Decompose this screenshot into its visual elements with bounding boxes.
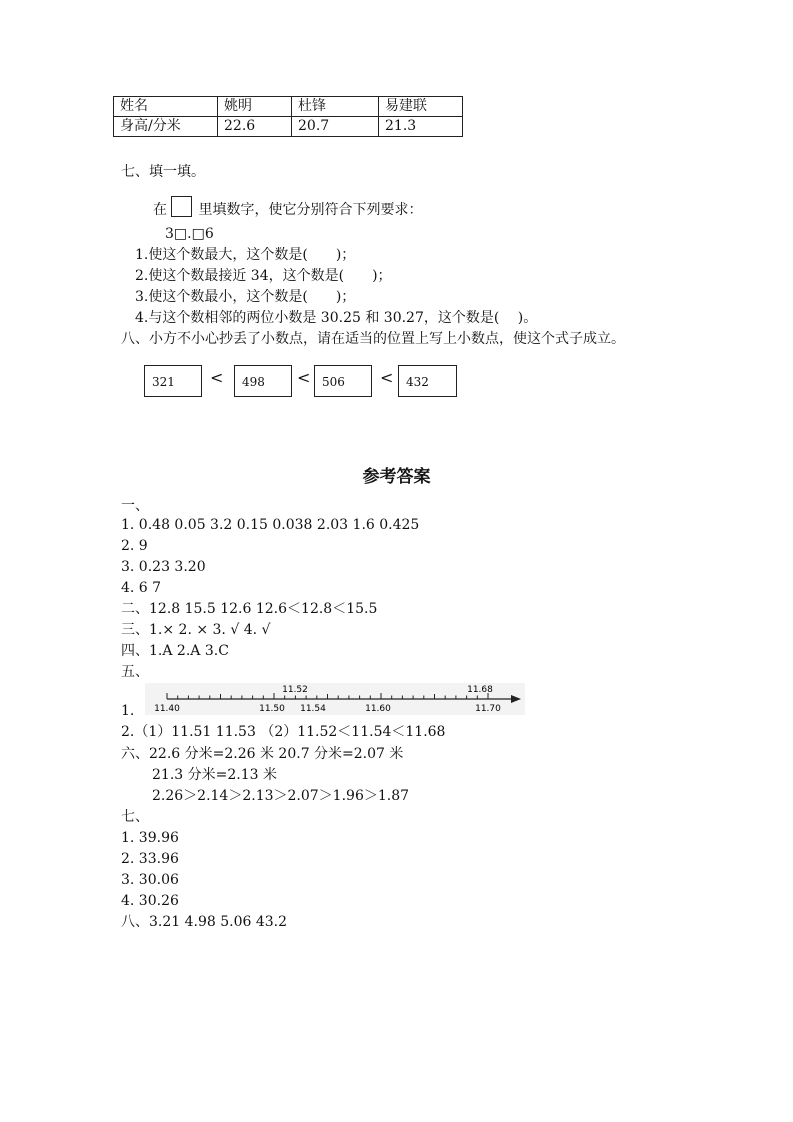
- section-7-instruction: [153, 196, 422, 220]
- answer-line: 2. 9: [121, 538, 148, 554]
- section-7-title: 七、填一填。: [121, 164, 205, 180]
- table-row: [114, 117, 463, 137]
- answer-line: 1. 0.48 0.05 3.2 0.15 0.038 2.03 1.6 0.425: [121, 517, 420, 533]
- instruction-prefix: 在: [153, 202, 167, 218]
- height-table: [113, 96, 463, 137]
- less-than-sign: <: [297, 368, 311, 387]
- tick-label: 11.60: [365, 704, 391, 714]
- answer-line: 2.（1）11.51 11.53 （2）11.52＜11.54＜11.68: [121, 724, 446, 740]
- number-box: 321: [144, 365, 202, 397]
- table-cell: 22.6: [218, 117, 292, 137]
- table-cell: 姓名: [114, 97, 218, 117]
- question-4: 4.与这个数相邻的两位小数是 30.25 和 30.27，这个数是( )。: [135, 310, 538, 326]
- question-1: 1.使这个数最大，这个数是( )；: [135, 247, 356, 263]
- answer-line: 3. 0.23 3.20: [121, 559, 206, 575]
- table-cell: 易建联: [379, 97, 463, 117]
- question-2: 2.使这个数最接近 34，这个数是( )；: [135, 268, 392, 284]
- answer-section-5: 五、: [121, 664, 149, 680]
- number-box: 506: [314, 365, 372, 397]
- answers-title: 参考答案: [362, 467, 431, 487]
- answer-section-3: 三、1.× 2. × 3. √ 4. √: [121, 622, 271, 638]
- blank-square-icon: [171, 196, 192, 217]
- answer-section-1: 一、: [121, 498, 149, 514]
- instruction-suffix: 里填数字，使它分别符合下列要求：: [198, 202, 423, 218]
- table-cell: 身高/分米: [114, 117, 218, 137]
- answer-line: 4. 6 7: [121, 580, 162, 596]
- answer-line: 2. 33.96: [121, 851, 179, 867]
- tick-label: 11.70: [475, 704, 501, 714]
- tick-label: 11.40: [154, 704, 180, 714]
- less-than-sign: <: [380, 368, 394, 387]
- table-header-row: [114, 97, 463, 117]
- answer-line: 2.26＞2.14＞2.13＞2.07＞1.96＞1.87: [152, 788, 410, 804]
- answer-line: 4. 30.26: [121, 893, 179, 909]
- tick-label: 11.52: [282, 685, 308, 695]
- table-cell: 杜锋: [292, 97, 379, 117]
- table-cell: 姚明: [218, 97, 292, 117]
- tick-label: 11.50: [259, 704, 285, 714]
- tick-label: 11.54: [300, 704, 326, 714]
- tick-label: 11.68: [467, 685, 493, 695]
- number-box: 432: [398, 365, 457, 397]
- answer-section-2: 二、12.8 15.5 12.6 12.6＜12.8＜15.5: [121, 601, 378, 617]
- number-pattern: 3□.□6: [165, 226, 214, 242]
- answer-section-6: 六、22.6 分米=2.26 米 20.7 分米=2.07 米: [121, 746, 404, 762]
- table-cell: 20.7: [292, 117, 379, 137]
- answer-line: 1.: [121, 703, 135, 719]
- table-cell: 21.3: [379, 117, 463, 137]
- number-box: 498: [234, 365, 292, 397]
- number-line: [145, 683, 525, 715]
- question-3: 3.使这个数最小，这个数是( )；: [135, 289, 356, 305]
- answer-section-4: 四、1.A 2.A 3.C: [121, 643, 229, 659]
- answer-section-7: 七、: [121, 809, 149, 825]
- less-than-sign: <: [210, 368, 224, 387]
- answer-section-8: 八、3.21 4.98 5.06 43.2: [121, 914, 288, 930]
- answer-line: 1. 39.96: [121, 830, 179, 846]
- answer-line: 3. 30.06: [121, 872, 179, 888]
- section-8-title: 八、小方不小心抄丢了小数点，请在适当的位置上写上小数点，使这个式子成立。: [121, 331, 625, 347]
- answer-line: 21.3 分米=2.13 米: [152, 767, 277, 783]
